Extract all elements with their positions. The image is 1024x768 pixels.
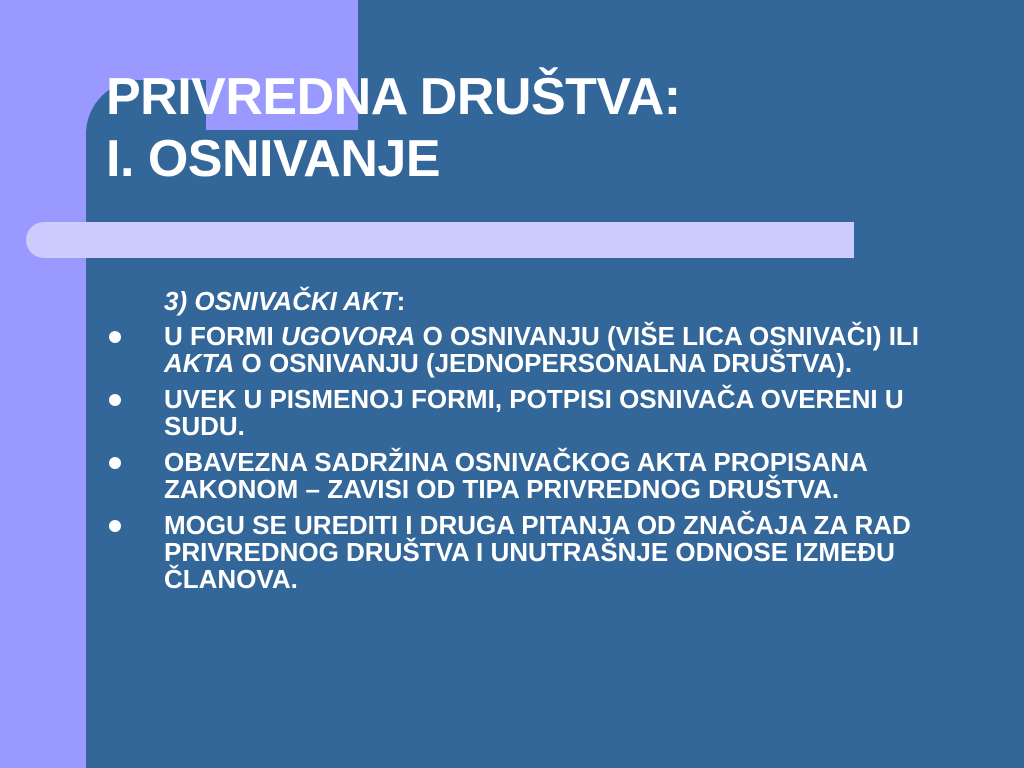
bullet-item [106, 449, 954, 503]
title-line-1: PRIVREDNA DRUŠTVA: [106, 68, 681, 126]
bullet-item [106, 323, 954, 377]
bullet-text-part-italic: AKTA [164, 348, 235, 378]
bullet-text-part: O OSNIVANJU (VIŠE LICA OSNIVAČI) ILI [415, 321, 920, 351]
section-heading-colon: : [396, 286, 406, 316]
section-heading-label: 3) OSNIVAČKI AKT [164, 286, 397, 316]
title-line-2: I. OSNIVANJE [106, 130, 441, 188]
bullet-item [106, 386, 954, 440]
bullet-text-part: OBAVEZNA SADRŽINA OSNIVAČKOG AKTA PROPISANA ZAKONOM – ZAVISI OD TIPA PRIVREDNOG DRUŠTVA. [164, 447, 867, 504]
bullet-dot-icon [109, 394, 121, 406]
bullet-dot-icon [109, 520, 121, 532]
bullet-text-part: UVEK U PISMENOJ FORMI, POTPISI OSNIVAČA OVERENI U SUDU. [164, 384, 904, 441]
bullet-text-part: MOGU SE UREDITI I DRUGA PITANJA OD ZNAČAJA ZA RAD PRIVREDNOG DRUŠTVA I UNUTRAŠNJE ODNOSE IZMEĐU ČLANOVA. [164, 510, 911, 594]
slide-title [106, 66, 681, 190]
bullet-text-part: U FORMI [164, 321, 281, 351]
section-heading [164, 288, 1006, 315]
slide-body [106, 288, 1006, 602]
bullet-text-part: O OSNIVANJU (JEDNOPERSONALNA DRUŠTVA). [234, 348, 853, 378]
bullet-text-part-italic: UGOVORA [281, 321, 416, 351]
bullet-dot-icon [109, 457, 121, 469]
title-divider-bar [26, 222, 854, 258]
bullet-list [106, 323, 1006, 593]
bullet-dot-icon [109, 331, 121, 343]
bullet-item [106, 512, 954, 593]
